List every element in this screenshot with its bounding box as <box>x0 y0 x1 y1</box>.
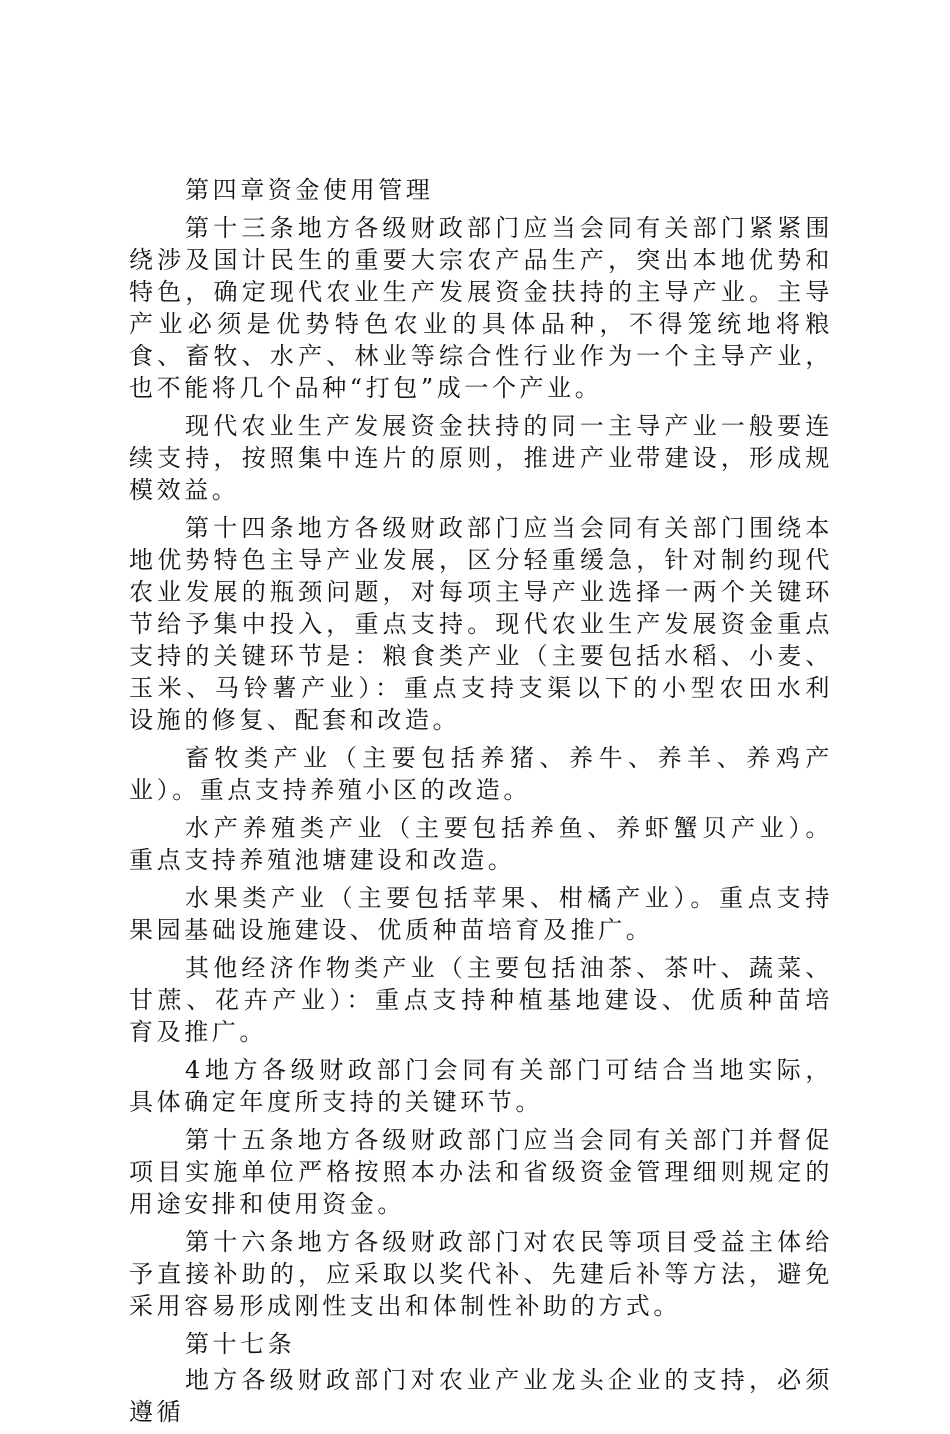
article-13-paragraph: 第十三条地方各级财政部门应当会同有关部门紧紧围绕涉及国计民生的重要大宗农产品生产，突出本地优势和特色，确定现代农业生产发展资金扶持的主导产业。主导产业必须是优势特色农业的具体品种，不得笼统地将粮食、畜牧、水产、林业等综合性行业作为一个主导产业，也不能将几个品种“打包”成一个产业。 <box>129 214 833 402</box>
other-crops-paragraph: 其他经济作物类产业（主要包括油茶、茶叶、蔬菜、甘蔗、花卉产业）：重点支持种植基地建设、优质种苗培育及推广。 <box>129 954 833 1046</box>
fruit-paragraph: 水果类产业（主要包括苹果、柑橘产业）。重点支持果园基础设施建设、优质种苗培育及推广。 <box>129 884 833 944</box>
aquaculture-paragraph: 水产养殖类产业（主要包括养鱼、养虾蟹贝产业）。重点支持养殖池塘建设和改造。 <box>129 814 833 874</box>
article-17-heading: 第十七条 <box>185 1330 296 1358</box>
article-14-paragraph: 第十四条地方各级财政部门应当会同有关部门围绕本地优势特色主导产业发展，区分轻重缓急，针对制约现代农业发展的瓶颈问题，对每项主导产业选择一两个关键环节给予集中投入，重点支持。现代农业生产发展资金重点支持的关键环节是：粮食类产业（主要包括水稻、小麦、玉米、马铃薯产业）：重点支持支渠以下的小型农田水利设施的修复、配套和改造。 <box>129 514 833 734</box>
article-15-paragraph: 第十五条地方各级财政部门应当会同有关部门并督促项目实施单位严格按照本办法和省级资金管理细则规定的用途安排和使用资金。 <box>129 1126 833 1218</box>
local-key-links-paragraph: 4地方各级财政部门会同有关部门可结合当地实际，具体确定年度所支持的关键环节。 <box>129 1056 833 1116</box>
article-17-paragraph: 地方各级财政部门对农业产业龙头企业的支持，必须遵循 <box>129 1366 833 1426</box>
article-13-continuation-paragraph: 现代农业生产发展资金扶持的同一主导产业一般要连续支持，按照集中连片的原则，推进产业带建设，形成规模效益。 <box>129 412 833 504</box>
livestock-paragraph: 畜牧类产业（主要包括养猪、养牛、养羊、养鸡产业）。重点支持养殖小区的改造。 <box>129 744 833 804</box>
document-body <box>129 174 833 1434</box>
article-16-paragraph: 第十六条地方各级财政部门对农民等项目受益主体给予直接补助的，应采取以奖代补、先建后补等方法，避免采用容易形成刚性支出和体制性补助的方式。 <box>129 1228 833 1320</box>
chapter-heading: 第四章资金使用管理 <box>185 176 434 204</box>
